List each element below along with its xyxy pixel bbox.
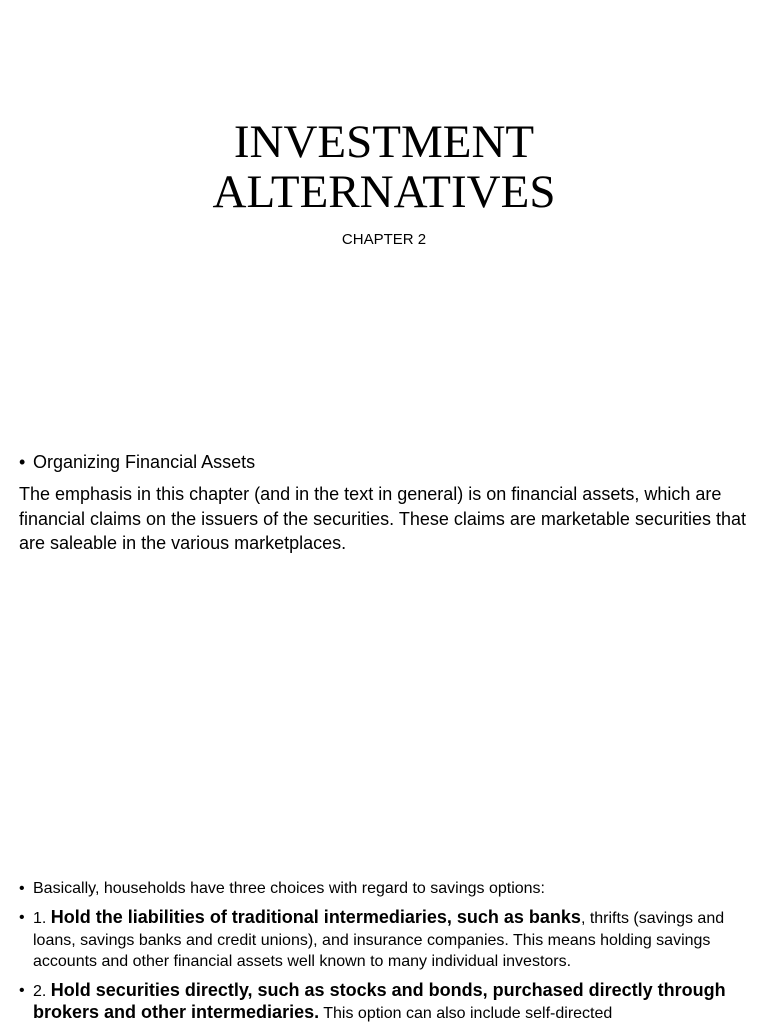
assets-body-paragraph: The emphasis in this chapter (and in the text in general) is on financial assets, which are financial claims on the issuers of the securities. These claims are marketable securities that are saleable in the various marketplaces. [19, 484, 746, 553]
choice-text [33, 907, 754, 973]
title-line-1: INVESTMENT [233, 116, 535, 168]
choice-rest: This option can also include self-directed [319, 1005, 613, 1022]
choice-number: 2. [33, 982, 51, 1000]
assets-heading-row [19, 451, 255, 473]
bullet-icon: • [19, 452, 26, 472]
choice-lead: Hold securities directly, such as stocks and bonds, purchased directly through brokers and other intermediaries. [33, 979, 726, 1022]
choice-intro-text: Basically, households have three choices with regard to savings options: [33, 880, 545, 897]
slide-title [0, 117, 768, 217]
savings-choices-slide [0, 875, 768, 1024]
financial-assets-slide [0, 448, 768, 588]
choice-lead: Hold the liabilities of traditional intermediaries, such as banks [50, 907, 581, 927]
choice-text [33, 980, 754, 1025]
list-item [19, 907, 754, 973]
choice-number: 1. [33, 910, 51, 927]
bullet-icon: • [19, 981, 25, 999]
list-item [19, 879, 754, 899]
list-item [19, 980, 754, 1025]
title-line-2: ALTERNATIVES [212, 166, 556, 218]
bullet-icon: • [19, 880, 25, 897]
slide-subtitle: CHAPTER 2 [341, 231, 427, 248]
choice-rest: , thrifts (savings and loans, savings banks and credit unions), and insurance companies. This means holding savings accounts and other financial assets well known to many individual investors. [33, 910, 725, 970]
bullet-icon: • [19, 909, 25, 926]
assets-heading: Organizing Financial Assets [33, 452, 256, 472]
choice-list [19, 879, 754, 1032]
title-slide [0, 0, 768, 290]
